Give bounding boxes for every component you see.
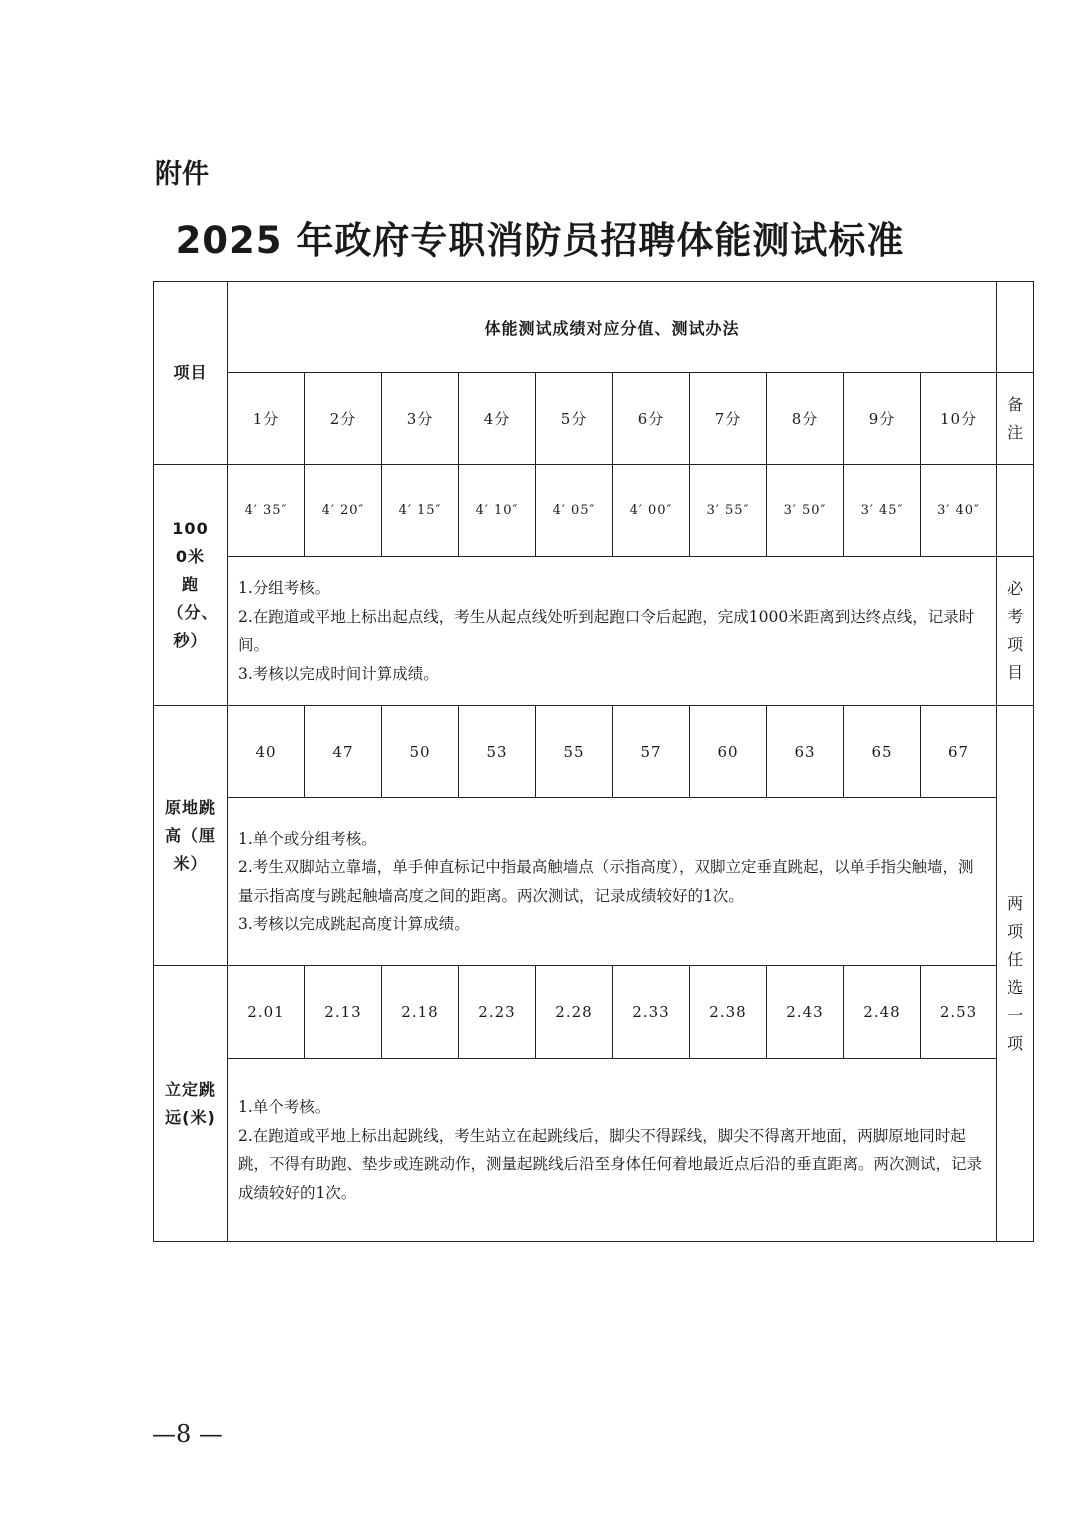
fitness-standard-table: [153, 281, 1034, 1242]
item-name-run: 1000米跑（分、秒）: [154, 465, 228, 706]
highjump-value: 63: [767, 706, 844, 798]
run-note-top: [997, 465, 1034, 557]
highjump-value: 55: [536, 706, 613, 798]
highjump-values-row: [154, 706, 1034, 798]
run-value: 3′ 45″: [844, 465, 921, 557]
longjump-value: 2.23: [459, 966, 536, 1059]
score-header: 2分: [305, 373, 382, 465]
highjump-value: 40: [228, 706, 305, 798]
score-header: 4分: [459, 373, 536, 465]
method-line: 2.在跑道或平地上标出起跳线，考生站立在起跳线后，脚尖不得踩线，脚尖不得离开地面，两脚原地同时起跳，不得有助跑、垫步或连跳动作，测量起跳线后沿至身体任何着地最近点后沿的垂直距离。两次测试，记录成绩较好的1次。: [238, 1126, 983, 1202]
score-header-row: [154, 373, 1034, 465]
longjump-values-row: [154, 966, 1034, 1059]
item-name-longjump: 立定跳远(米): [154, 966, 228, 1242]
run-value: 4′ 10″: [459, 465, 536, 557]
run-value: 4′ 05″: [536, 465, 613, 557]
run-value: 3′ 50″: [767, 465, 844, 557]
highjump-value: 67: [921, 706, 997, 798]
highjump-value: 65: [844, 706, 921, 798]
item-name-highjump: 原地跳高（厘米）: [154, 706, 228, 966]
longjump-value: 2.13: [305, 966, 382, 1059]
attachment-label: 附件: [155, 159, 209, 190]
run-note: 必考项目: [997, 557, 1034, 706]
run-value: 3′ 40″: [921, 465, 997, 557]
score-header: 1分: [228, 373, 305, 465]
method-line: 2.在跑道或平地上标出起点线，考生从起点线处听到起跑口令后起跑，完成1000米距离到达终点线，记录时间。: [238, 607, 975, 654]
run-method: [228, 557, 997, 706]
longjump-value: 2.53: [921, 966, 997, 1059]
score-header: 7分: [690, 373, 767, 465]
score-header: 9分: [844, 373, 921, 465]
method-line: 1.单个或分组考核。: [238, 829, 377, 848]
document-title: 2025 年政府专职消防员招聘体能测试标准: [175, 219, 905, 262]
score-header: 8分: [767, 373, 844, 465]
method-line: 3.考核以完成时间计算成绩。: [238, 664, 439, 683]
highjump-value: 50: [382, 706, 459, 798]
longjump-method: [228, 1059, 997, 1242]
run-value: 3′ 55″: [690, 465, 767, 557]
longjump-value: 2.01: [228, 966, 305, 1059]
run-value: 4′ 35″: [228, 465, 305, 557]
highjump-value: 57: [613, 706, 690, 798]
highjump-value: 53: [459, 706, 536, 798]
run-value: 4′ 00″: [613, 465, 690, 557]
header-item: 项目: [154, 282, 228, 465]
score-header: 10分: [921, 373, 997, 465]
longjump-value: 2.38: [690, 966, 767, 1059]
method-line: 3.考核以完成跳起高度计算成绩。: [238, 915, 470, 933]
score-header: 6分: [613, 373, 690, 465]
highjump-value: 60: [690, 706, 767, 798]
method-line: 1.分组考核。: [238, 579, 331, 597]
highjump-value: 47: [305, 706, 382, 798]
score-header: 5分: [536, 373, 613, 465]
page-number: —8 —: [152, 1420, 223, 1448]
run-value: 4′ 15″: [382, 465, 459, 557]
longjump-value: 2.28: [536, 966, 613, 1059]
header-group: 体能测试成绩对应分值、测试办法: [228, 282, 997, 373]
longjump-value: 2.33: [613, 966, 690, 1059]
longjump-value: 2.43: [767, 966, 844, 1059]
highjump-method: [228, 798, 997, 966]
longjump-value: 2.48: [844, 966, 921, 1059]
method-line: 2.考生双脚站立靠墙，单手伸直标记中指最高触墙点（示指高度），双脚立定垂直跳起，以单手指尖触墙，测量示指高度与跳起触墙高度之间的距离。两次测试，记录成绩较好的1次。: [238, 858, 974, 905]
run-values-row: [154, 465, 1034, 557]
method-line: 1.单个考核。: [238, 1098, 331, 1116]
header-note-top: [997, 282, 1034, 373]
header-note: 备注: [997, 373, 1034, 465]
run-value: 4′ 20″: [305, 465, 382, 557]
score-header: 3分: [382, 373, 459, 465]
longjump-value: 2.18: [382, 966, 459, 1059]
shared-note: 两项任选一项: [997, 706, 1034, 1242]
